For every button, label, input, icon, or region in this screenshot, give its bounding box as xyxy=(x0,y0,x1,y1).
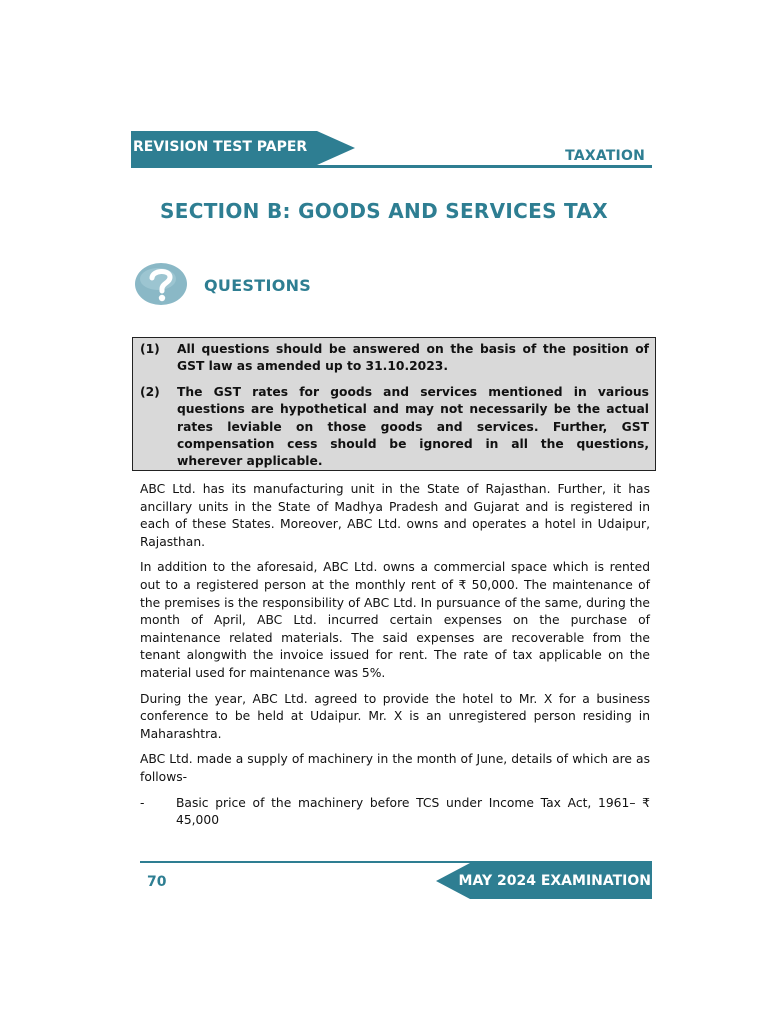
questions-heading: QUESTIONS xyxy=(204,276,312,295)
instruction-number: (2) xyxy=(140,384,160,399)
section-title: SECTION B: GOODS AND SERVICES TAX xyxy=(160,199,608,223)
paragraph: ABC Ltd. made a supply of machinery in the month of June, details of which are as follows- xyxy=(140,752,650,784)
page-number: 70 xyxy=(147,874,167,890)
instructions-box xyxy=(132,337,656,471)
instruction-text: The GST rates for goods and services mentioned in various questions are hypothetical and may not necessarily be the actual rates leviable on those goods and services. Further, GST compensation cess should be ignored in all the questions, wherever applicable. xyxy=(177,384,649,469)
list-dash: - xyxy=(140,795,145,810)
header-ribbon-label: REVISION TEST PAPER xyxy=(133,139,308,155)
paragraph: During the year, ABC Ltd. agreed to provide the hotel to Mr. X for a business conference to be held at Udaipur. Mr. X is an unregistered person residing in Maharashtra. xyxy=(140,691,650,741)
paragraph: In addition to the aforesaid, ABC Ltd. owns a commercial space which is rented out to a registered person at the monthly rent of ₹ 50,000. The maintenance of the premises is the responsibility of ABC Ltd. In pursuance of the same, during the month of April, ABC Ltd. incurred certain expenses on the purchase of maintenance related materials. The said expenses are recoverable from the tenant alongwith the invoice issued for rent. The rate of tax applicable on the material used for maintenance was 5%. xyxy=(140,560,650,680)
paragraph: ABC Ltd. has its manufacturing unit in the State of Rajasthan. Further, it has ancillary units in the State of Madhya Pradesh and Gujarat and is registered in each of these States. Moreover, ABC Ltd. owns and operates a hotel in Udaipur, Rajasthan. xyxy=(140,482,650,549)
instruction-text: All questions should be answered on the basis of the position of GST law as amended up to 31.10.2023. xyxy=(177,342,649,374)
header-subject: TAXATION xyxy=(565,148,645,164)
footer-ribbon-label: MAY 2024 EXAMINATION xyxy=(458,873,651,889)
list-item xyxy=(140,795,650,830)
instruction-number: (1) xyxy=(140,342,160,356)
question-mark-icon xyxy=(134,262,190,306)
instruction-item xyxy=(140,384,649,471)
instruction-item xyxy=(140,341,649,376)
list-item-text: Basic price of the machinery before TCS under Income Tax Act, 1961– ₹ 45,000 xyxy=(176,795,650,828)
header-divider xyxy=(131,165,652,168)
question-body xyxy=(140,481,650,830)
